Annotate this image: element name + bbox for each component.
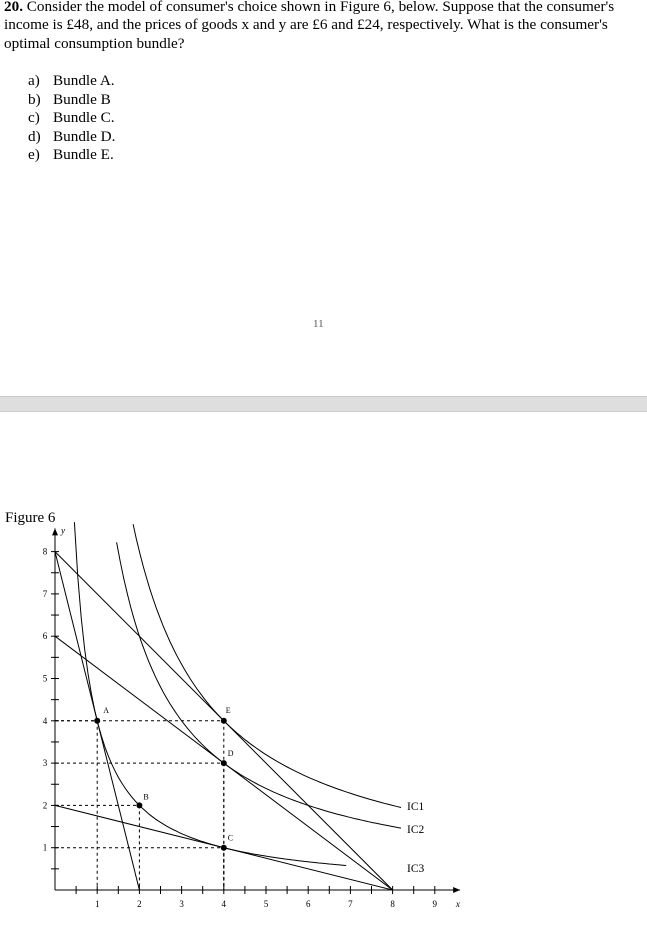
option-d[interactable] <box>28 128 115 147</box>
y-tick-label: 2 <box>42 800 48 811</box>
x-tick-label: 6 <box>305 899 311 909</box>
y-tick-label: 1 <box>42 842 48 853</box>
curve-label-ic2: IC2 <box>407 824 425 836</box>
x-tick-label: 9 <box>432 899 438 909</box>
curve-label-ic1: IC1 <box>407 801 425 813</box>
option-e[interactable] <box>28 146 115 165</box>
x-tick-label: 7 <box>348 899 353 909</box>
option-letter: b) <box>28 90 41 108</box>
axes <box>43 525 460 909</box>
figure-6-diagram <box>0 520 480 920</box>
x-tick-label: 8 <box>390 899 395 909</box>
option-letter: d) <box>28 127 41 145</box>
page-number: 11 <box>313 318 324 330</box>
y-tick-label: 4 <box>42 715 48 726</box>
option-letter: c) <box>28 109 40 126</box>
y-tick-label: 8 <box>42 546 48 557</box>
option-label: Bundle A. <box>53 72 115 89</box>
point-label-d: D <box>227 749 234 759</box>
option-letter: a) <box>28 72 40 89</box>
option-c[interactable] <box>28 109 115 128</box>
y-tick-label: 6 <box>42 631 48 642</box>
question-text <box>4 0 640 53</box>
point-label-b: B <box>143 792 149 802</box>
option-label: Bundle C. <box>53 109 115 126</box>
curve-label-ic3: IC3 <box>407 863 425 875</box>
figure-label: Figure 6 <box>5 510 56 526</box>
point-d <box>221 760 227 766</box>
indifference-curve-mid <box>117 542 401 828</box>
option-letter: e) <box>28 146 40 163</box>
point-b <box>136 802 142 808</box>
indifference-curve-high <box>133 524 401 807</box>
option-label: Bundle B <box>53 90 111 108</box>
point-label-c: C <box>227 833 234 843</box>
x-tick-label: 5 <box>263 899 269 909</box>
x-tick-label: 4 <box>221 899 227 909</box>
x-tick-label: 1 <box>94 899 100 909</box>
y-tick-label: 3 <box>42 758 48 769</box>
option-label: Bundle D. <box>53 127 116 145</box>
y-tick-label: 5 <box>42 673 48 684</box>
y-axis-label: y <box>61 525 65 536</box>
point-e <box>221 718 227 724</box>
x-axis-arrow-icon <box>453 887 460 893</box>
x-axis-label: x <box>455 899 460 909</box>
answer-options <box>28 72 115 165</box>
question-number: 20. <box>4 0 23 15</box>
question-body: Consider the model of consumer's choice shown in Figure 6, below. Suppose that the consumer's income is £48, and the prices of goods x and y are £6 and £24, respectively. What is the consumer's optimal consumption bundle? <box>4 0 615 52</box>
option-a[interactable] <box>28 72 115 91</box>
option-b[interactable] <box>28 91 115 110</box>
y-tick-label: 7 <box>42 588 48 599</box>
indifference-curve-low <box>74 522 346 865</box>
indifference-curves <box>74 522 401 865</box>
y-axis-arrow-icon <box>52 528 58 535</box>
x-tick-label: 2 <box>137 899 142 909</box>
curve-labels <box>407 801 425 875</box>
option-label: Bundle E. <box>53 146 114 163</box>
page-break-divider <box>0 396 647 412</box>
bundle-points <box>94 706 234 851</box>
point-c <box>221 845 227 851</box>
point-label-e: E <box>225 705 231 715</box>
point-label-a: A <box>103 705 109 715</box>
x-tick-label: 3 <box>179 899 184 909</box>
point-a <box>94 718 100 724</box>
